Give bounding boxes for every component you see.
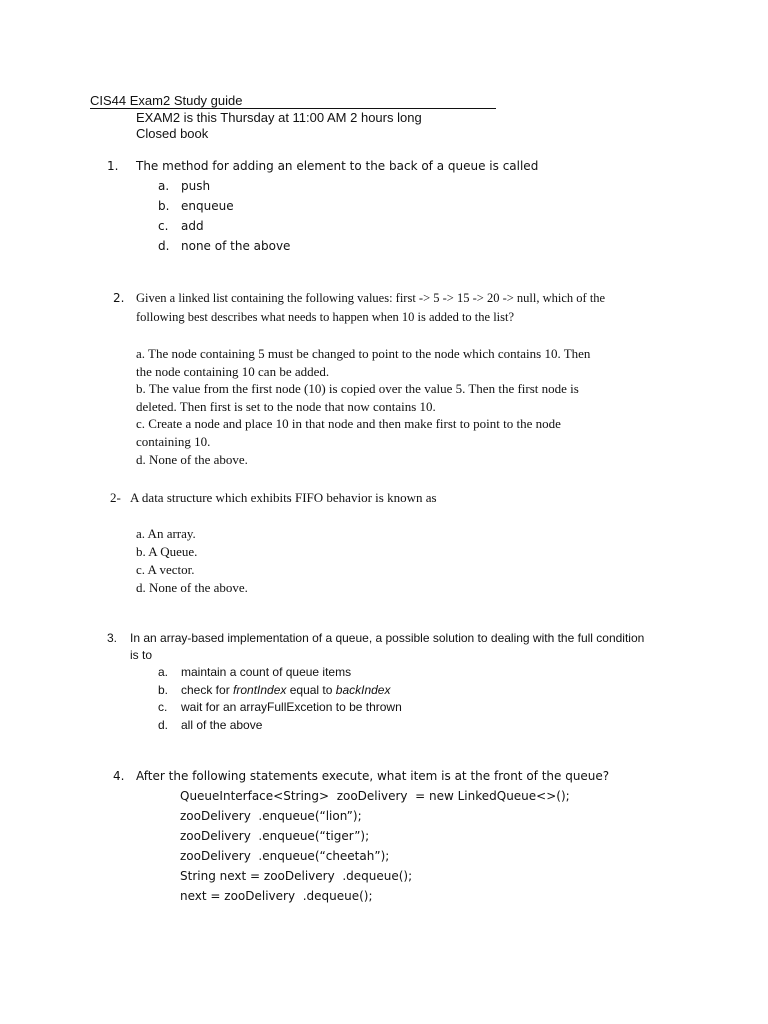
option-d [136, 451, 676, 469]
option-b [136, 380, 676, 415]
option-a: a. An array. [136, 526, 196, 541]
question-number: 1. [107, 159, 119, 173]
option-text: add [181, 219, 204, 233]
option-d [158, 238, 290, 258]
question-number: 2- [110, 490, 121, 505]
closed-book-line: Closed book [136, 126, 209, 141]
option-letter: c. [158, 219, 169, 233]
option-letter: a. [158, 665, 169, 679]
option-line: a. The node containing 5 must be changed to point to the node which contains 10. Then [136, 346, 591, 361]
question-1-options [158, 178, 290, 258]
option-b [158, 682, 402, 700]
option-text: equal to [286, 682, 336, 697]
question-2b [110, 490, 437, 506]
code-line: String next = zooDelivery .dequeue(); [180, 869, 413, 883]
question-1 [107, 158, 538, 174]
option-letter: b. [158, 199, 170, 213]
question-3-options [158, 664, 402, 734]
option-a [158, 664, 402, 682]
option-d [158, 717, 402, 735]
document-title: CIS44 Exam2 Study guide [90, 93, 496, 109]
option-line: b. The value from the first node (10) is copied over the value 5. Then the first node is [136, 381, 579, 397]
option-c [158, 699, 402, 717]
option-text: enqueue [181, 199, 234, 213]
option-c: c. A vector. [136, 562, 195, 577]
option-d: d. None of the above. [136, 580, 248, 595]
question-text: After the following statements execute, what item is at the front of the queue? [136, 769, 610, 783]
option-text: wait for an arrayFullExcetion to be thrown [181, 700, 402, 714]
code-line: zooDelivery .enqueue(“tiger”); [180, 829, 370, 843]
question-text-line: following best describes what needs to happen when 10 is added to the list? [136, 310, 515, 324]
option-letter: d. [158, 239, 170, 253]
question-number: 3. [107, 631, 118, 645]
option-text: maintain a count of queue items [181, 665, 352, 679]
option-b [158, 198, 290, 218]
option-c [136, 415, 676, 450]
option-letter: a. [158, 179, 170, 193]
code-line: zooDelivery .enqueue(“cheetah”); [180, 849, 390, 863]
question-3 [107, 630, 667, 664]
option-emphasis: backIndex [335, 682, 391, 697]
question-text [136, 289, 673, 327]
code-block [180, 788, 570, 908]
question-text-line: is to [130, 648, 153, 662]
option-letter: c. [158, 700, 168, 714]
question-text-line: In an array-based implementation of a queue, a possible solution to dealing with the full condition [130, 631, 645, 645]
question-text [130, 630, 667, 664]
option-line: the node containing 10 can be added. [136, 363, 330, 379]
option-b: b. A Queue. [136, 544, 198, 559]
option-c [158, 218, 290, 238]
option-letter: d. [158, 717, 169, 732]
option-line: containing 10. [136, 433, 211, 449]
option-text: push [181, 179, 211, 193]
question-text-line: Given a linked list containing the following values: first -> 5 -> 15 -> 20 -> null, which of the [136, 291, 606, 305]
option-line: c. Create a node and place 10 in that node and then make first to point to the node [136, 416, 561, 432]
question-text: A data structure which exhibits FIFO behavior is known as [130, 490, 437, 505]
option-text: check for [181, 682, 234, 697]
option-line: d. None of the above. [136, 451, 248, 467]
option-a [136, 345, 676, 380]
code-line: next = zooDelivery .dequeue(); [180, 889, 373, 903]
option-a [158, 178, 290, 198]
option-emphasis: frontIndex [233, 682, 287, 697]
option-line: deleted. Then first is set to the node that now contains 10. [136, 398, 436, 414]
option-letter: b. [158, 682, 169, 697]
code-line: zooDelivery .enqueue(“lion”); [180, 809, 362, 823]
code-line: QueueInterface<String> zooDelivery = new LinkedQueue<>(); [180, 789, 570, 803]
question-text: The method for adding an element to the back of a queue is called [136, 159, 539, 173]
exam-info-line: EXAM2 is this Thursday at 11:00 AM 2 hours long [136, 110, 422, 125]
question-2b-options [136, 525, 248, 597]
question-2-options [136, 345, 676, 468]
option-text: all of the above [181, 717, 263, 732]
question-4 [113, 768, 609, 784]
question-number: 2. [113, 291, 125, 305]
question-number: 4. [113, 769, 125, 783]
option-text: none of the above [181, 239, 291, 253]
question-2 [113, 289, 673, 327]
